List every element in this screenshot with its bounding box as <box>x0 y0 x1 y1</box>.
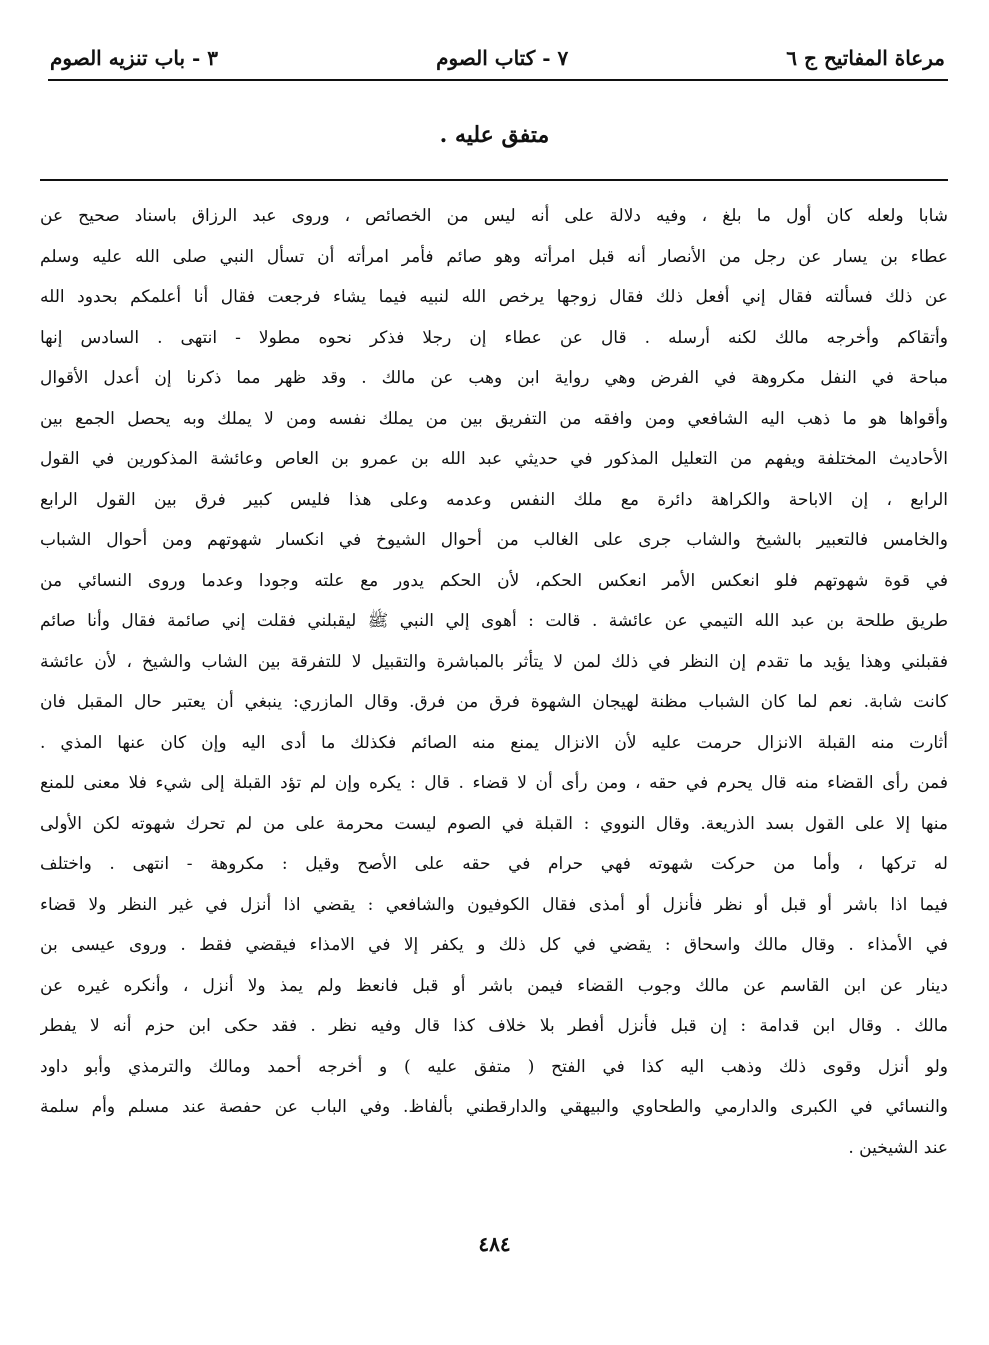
body-text <box>40 196 948 1168</box>
text-line: عند الشيخين . <box>848 1137 948 1158</box>
text-line: والنسائي في الكبرى والدارمي والطحاوي والبيهقي والدارقطني بألفاظ. وفي الباب عن حفصة عند مسلم وأم سلمة <box>40 1097 948 1117</box>
header-divider <box>48 79 948 81</box>
text-line: أثارت منه القبلة الانزال حرمت عليه لأن الانزال يمنع منه الصائم فكذلك ما أدى اليه وإن كان عنها المذي . <box>40 732 948 753</box>
text-line: الأحاديث المختلفة ويفهم من التعليل المذكور في حديثي عبد الله بن عمرو بن العاص وعائشة المذكورين في القول <box>40 449 948 469</box>
text-line: في قوة شهوتهم فلو انعكس الأمر انعكس الحكم، لأن الحكم يدور مع علته وجودا وعدما وروى النسائي من <box>40 570 948 591</box>
text-line: كانت شابة. نعم لما كان الشباب مظنة لهيجان الشهوة فرق من فرق. وقال المازري: ينبغي أن يعتبر حال المقبل فان <box>40 692 948 712</box>
text-line: وأقواها هو ما ذهب اليه الشافعي ومن وافقه من التفريق بين من يملك نفسه ومن لا يملك وبه يحصل الجمع بين <box>40 408 948 429</box>
text-line: فيما اذا باشر أو قبل أو نظر فأنزل أو أمذى فقال الكوفيون والشافعي : يقضي اذا أنزل في غير النظر ولا قضاء <box>40 894 948 915</box>
text-line: دينار عن ابن القاسم عن مالك وجوب القضاء فيمن باشر أو قبل فانعظ ولم يمذ ولا أنزل ، وأنكره غيره عن <box>40 975 948 996</box>
header-chapter: ٧ - كتاب الصوم <box>436 46 569 70</box>
text-line: شابا ولعله كان أول ما بلغ ، وفيه دلالة على أنه ليس من الخصائص ، وروى عبد الرزاق باسناد صحيح عن <box>40 206 948 226</box>
text-line: له تركها ، وأما من حركت شهوته فهي حرام في حقه على الأصح وقيل : مكروهة - انتهى . واختلف <box>40 854 948 874</box>
section-heading: متفق عليه . <box>439 122 550 148</box>
text-line: عطاء بن يسار عن رجل من الأنصار أنه قبل امرأته وهو صائم فأمر امرأته أن تسأل النبي صلى الله عليه وسلم <box>40 246 948 267</box>
text-line: فمن رأى القضاء منه قال يحرم في حقه ، ومن رأى أن لا قضاء . قال : يكره وإن لم تؤد القبلة إلى شيء فلا معنى للمنع <box>40 773 948 793</box>
text-line: والخامس فالتعبير بالشيخ والشاب جرى على الغالب من أحوال الشيوخ في انكسار شهوتهم ومن أحوال الشباب <box>40 530 948 550</box>
text-line: ولو أنزل وقوى ذلك وذهب اليه كذا في الفتح ( متفق عليه ) و أخرجه أحمد ومالك والترمذي وأبو داود <box>40 1056 948 1077</box>
text-line: مالك . وقال ابن قدامة : إن قبل فأنزل أفطر بلا خلاف كذا قال وفيه نظر . فقد حكى ابن حزم أنه لا يفطر <box>40 1016 948 1036</box>
text-line: في الأمذاء . وقال مالك واسحاق : يقضي في كل ذلك و يكفر إلا في الامذاء فيقضي فقط . وروى عيسى بن <box>40 935 948 955</box>
text-line: مباحة في النفل مكروهة في الفرض وهي رواية ابن وهب عن مالك . وقد ظهر مما ذكرنا إن أعدل الأقوال <box>40 368 948 388</box>
section-divider <box>40 179 948 181</box>
text-line: طريق طلحة بن عبد الله التيمي عن عائشة . قالت : أهوى إلي النبي ﷺ ليقبلني فقلت إني صائمة فقال وأنا صائم <box>40 611 948 631</box>
header-section: ٣ - باب تنزيه الصوم <box>50 46 219 70</box>
running-header <box>50 38 945 78</box>
text-line: عن ذلك فسألته فقال إني أفعل ذلك فقال زوجها يرخص الله لنبيه فيما يشاء فرجعت فقال أنا أعلمكم بحدود الله <box>40 287 948 307</box>
text-line: وأتقاكم وأخرجه مالك لكنه أرسله . قال عن عطاء إن رجلا فذكر نحوه مطولا - انتهى . السادس إنها <box>40 327 948 348</box>
header-book-title: مرعاة المفاتيح ج ٦ <box>786 46 945 70</box>
page-number: ٤٨٤ <box>478 1232 511 1256</box>
text-line: الرابع ، إن الاباحة والكراهة دائرة مع ملك النفس وعدمه وعلى هذا فليس كبير فرق بين القول الرابع <box>40 489 948 510</box>
text-line: منها إلا على القول بسد الذريعة. وقال النووي : القبلة في الصوم ليست محرمة على من لم تحرك شهوته لكن الأولى <box>40 813 948 834</box>
text-line: فقبلني وهذا يؤيد ما تقدم إن النظر في ذلك لمن لا يتأثر بالمباشرة والتقبيل لا للتفرقة بين الشاب والشيخ ، لأن عائشة <box>40 651 948 672</box>
